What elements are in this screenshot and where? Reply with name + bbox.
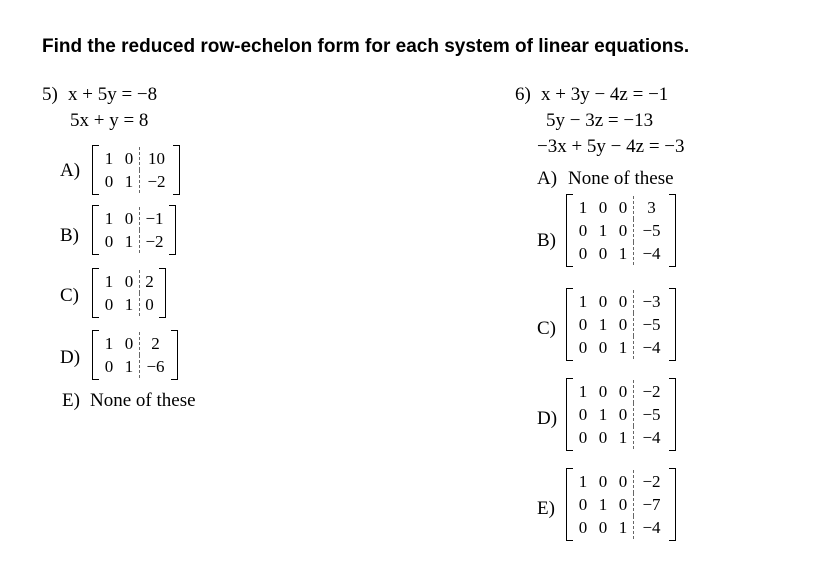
matrix-entry: 1: [618, 428, 628, 447]
matrix-entry: −5: [633, 403, 669, 426]
right-bracket: [669, 468, 676, 541]
right-bracket: [159, 268, 166, 318]
matrix-entry: 0: [618, 315, 628, 334]
matrix-entry: 1: [104, 209, 114, 228]
left-bracket: [566, 378, 573, 451]
matrix-entry: 1: [578, 198, 588, 217]
matrix-entry: 0: [598, 472, 608, 491]
left-bracket: [92, 205, 99, 255]
matrix-entry: −5: [633, 313, 669, 336]
matrix-entry: −6: [139, 355, 171, 378]
choice-6b-matrix: [573, 196, 669, 265]
matrix-entry: 2: [139, 332, 171, 355]
matrix-entry: −2: [633, 380, 669, 403]
matrix-entry: −5: [633, 219, 669, 242]
matrix-entry: 0: [618, 292, 628, 311]
choice-5b-label: B): [60, 225, 79, 246]
left-bracket: [92, 330, 99, 380]
matrix-entry: 0: [139, 293, 159, 316]
matrix-entry: 1: [578, 472, 588, 491]
matrix-entry: 1: [598, 405, 608, 424]
choice-6c-matrix: [573, 290, 669, 359]
matrix-entry: 1: [598, 315, 608, 334]
choice-5d-label: D): [60, 347, 81, 368]
matrix-entry: −3: [633, 290, 669, 313]
equation-5-1: x + 5y = −8: [68, 84, 158, 105]
right-bracket: [171, 330, 178, 380]
matrix-entry: 0: [618, 405, 628, 424]
choice-6e-matrix: [573, 470, 669, 539]
matrix-entry: 0: [578, 338, 588, 357]
matrix-entry: 1: [104, 272, 114, 291]
matrix-entry: 0: [578, 244, 588, 263]
matrix-entry: 1: [124, 295, 134, 314]
left-bracket: [92, 268, 99, 318]
right-bracket: [173, 145, 180, 195]
choice-5e-text: None of these: [90, 390, 196, 411]
matrix-entry: 0: [578, 428, 588, 447]
matrix-entry: 0: [618, 221, 628, 240]
matrix-entry: 1: [618, 244, 628, 263]
choice-6e-label: E): [537, 498, 555, 519]
choice-5c-matrix: [99, 270, 159, 316]
matrix-entry: −4: [633, 516, 669, 539]
choice-6c-label: C): [537, 318, 556, 339]
matrix-entry: −4: [633, 336, 669, 359]
matrix-entry: 3: [633, 196, 669, 219]
matrix-entry: 0: [598, 428, 608, 447]
matrix-entry: 1: [124, 232, 134, 251]
choice-5e-label: E): [62, 390, 80, 411]
matrix-entry: 1: [124, 172, 134, 191]
left-bracket: [566, 468, 573, 541]
matrix-entry: −4: [633, 426, 669, 449]
matrix-entry: 1: [618, 518, 628, 537]
left-bracket: [566, 288, 573, 361]
matrix-entry: 0: [104, 357, 114, 376]
matrix-entry: 0: [104, 295, 114, 314]
equation-6-3: −3x + 5y − 4z = −3: [537, 136, 685, 157]
matrix-entry: −4: [633, 242, 669, 265]
matrix-entry: 1: [598, 221, 608, 240]
right-bracket: [669, 288, 676, 361]
matrix-entry: 0: [104, 172, 114, 191]
choice-6d-label: D): [537, 408, 558, 429]
left-bracket: [92, 145, 99, 195]
choice-6b-label: B): [537, 230, 556, 251]
matrix-entry: 1: [124, 357, 134, 376]
problem-5-number: 5): [42, 84, 58, 105]
matrix-entry: 0: [598, 338, 608, 357]
matrix-entry: 0: [598, 198, 608, 217]
choice-6d-matrix: [573, 380, 669, 449]
matrix-entry: 0: [578, 315, 588, 334]
matrix-entry: 0: [618, 198, 628, 217]
matrix-entry: 1: [104, 334, 114, 353]
matrix-entry: 2: [139, 270, 159, 293]
equation-6-2: 5y − 3z = −13: [546, 110, 654, 131]
choice-5a-label: A): [60, 160, 81, 181]
right-bracket: [169, 205, 176, 255]
left-bracket: [566, 194, 573, 267]
matrix-entry: 0: [578, 495, 588, 514]
matrix-entry: −2: [139, 170, 173, 193]
equation-5-2: 5x + y = 8: [70, 110, 149, 131]
page-title: Find the reduced row-echelon form for each system of linear equations.: [42, 36, 690, 57]
matrix-entry: 0: [124, 272, 134, 291]
problem-6-number: 6): [515, 84, 531, 105]
matrix-entry: 1: [578, 292, 588, 311]
choice-6a-text: None of these: [568, 168, 674, 189]
choice-5c-label: C): [60, 285, 79, 306]
matrix-entry: 0: [578, 518, 588, 537]
matrix-entry: −7: [633, 493, 669, 516]
matrix-entry: 0: [124, 334, 134, 353]
matrix-entry: 0: [618, 382, 628, 401]
matrix-entry: 0: [598, 292, 608, 311]
matrix-entry: 0: [618, 495, 628, 514]
matrix-entry: 0: [578, 221, 588, 240]
matrix-entry: 0: [124, 209, 134, 228]
choice-5a-matrix: [99, 147, 173, 193]
matrix-entry: 1: [618, 338, 628, 357]
matrix-entry: −2: [633, 470, 669, 493]
matrix-entry: 1: [598, 495, 608, 514]
matrix-entry: 0: [578, 405, 588, 424]
matrix-entry: 0: [598, 382, 608, 401]
choice-5d-matrix: [99, 332, 171, 378]
matrix-entry: 0: [124, 149, 134, 168]
matrix-entry: 0: [104, 232, 114, 251]
right-bracket: [669, 378, 676, 451]
matrix-entry: −1: [139, 207, 169, 230]
choice-6a-label: A): [537, 168, 558, 189]
matrix-entry: 10: [139, 147, 173, 170]
matrix-entry: 0: [618, 472, 628, 491]
matrix-entry: −2: [139, 230, 169, 253]
matrix-entry: 1: [104, 149, 114, 168]
matrix-entry: 0: [598, 518, 608, 537]
equation-6-1: x + 3y − 4z = −1: [541, 84, 669, 105]
matrix-entry: 1: [578, 382, 588, 401]
right-bracket: [669, 194, 676, 267]
matrix-entry: 0: [598, 244, 608, 263]
choice-5b-matrix: [99, 207, 169, 253]
